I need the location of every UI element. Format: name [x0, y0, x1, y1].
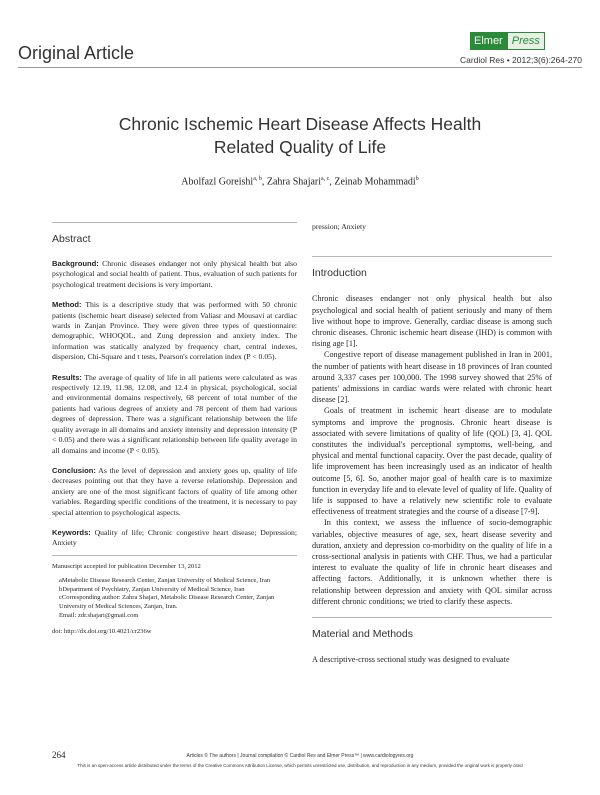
affiliation-a: aMetabolic Disease Research Center, Zanjan University of Medical Science, Iran — [59, 576, 271, 584]
author-1-affil: a, b — [253, 176, 262, 182]
manuscript-accepted: Manuscript accepted for publication December 13, 2012 — [52, 562, 201, 570]
method-label: Method: — [52, 300, 82, 310]
intro-paragraph-3: Goals of treatment in ischemic heart disease are to modulate symptoms and improve the prognosis. Chronic heart disease is associated with severe limitations of quality of life (QOL) [3, 4]. QOL constitutes the individual's perceptional symptoms, well-being, and physical and mental functional capacity. Over the past decade, quality of life improvement has been increasingly used as an indicator of health outcome [5, 6]. So, another major goal of health care is to maximize function in everyday life and to elevate level of quality of life. Quality of life is supposed to have a relatively new scientific role to evaluate effectiveness of treatment strategies and the course of a disease [7-9]. — [312, 406, 552, 517]
methods-heading: Material and Methods — [312, 628, 413, 641]
title-line-2: Related Quality of Life — [213, 137, 387, 157]
conclusion-label: Conclusion: — [52, 465, 96, 475]
footer-copyright: Articles © The authors | Journal compilation © Cardiol Res and Elmer Press™ | www.cardiologyres.org — [186, 753, 414, 759]
author-email[interactable]: Email: zdr.shajari@gmail.com — [59, 611, 139, 619]
left-column — [52, 222, 297, 636]
doi-link[interactable]: doi: http://dx.doi.org/10.4021/cr236w — [52, 627, 152, 635]
background-label: Background: — [52, 259, 99, 268]
abstract-keywords — [52, 528, 297, 549]
header-divider — [18, 67, 582, 68]
intro-paragraph-2: Congestive report of disease management published in Iran in 2001, the number of patients with heart disease in 18 provinces of Iran counted around 3,337 cases per 100,000. The 1998 survey showed that 25% of patients' admissions in cardiac wards were related with chronic heart disease [2]. — [312, 350, 552, 405]
conclusion-text: As the level of depression and anxiety goes up, quality of life decreases pointing out that they have a reverse relationship. Depression and anxiety are one of the most significant factors of quality of life among other variables. Regarding specific conditions of the treatment, it is necessary to pay special attention to psychological aspects. — [52, 465, 297, 517]
results-text: The average of quality of life in all patients were calculated as was respectively 12.19, 11.98, 12.08, and 12.4 in physical, psychological, social and environmental domains respectively, 68 percent of total number of the patients had various degrees of anxiety and 78 percent of them had various degrees of depression. There was a significant relationship between the life quality average in all domains and anxiety intensity and depression intensity (P < 0.05) and there was a significant relationship between life quality average in all domains and income (P < 0.05). — [52, 372, 297, 455]
keywords-continuation: pression; Anxiety — [312, 222, 367, 231]
intro-paragraph-4: In this context, we assess the influence of socio-demographic variables, objective measures of age, sex, heart disease severity and duration, anxiety and depression co-morbidity on the quality of life in a cross-sectional analysis in patients with CHF. Thus, we had a particular interest to evaluate the quality of life in chronic heart diseases and affecting factors. Additionally, it is unknown whether there is relationship between depression and anxiety with QOL similar across different chronic conditions; we tried to clarify these aspects. — [312, 518, 552, 606]
abstract-background — [52, 259, 297, 290]
author-2-affil: a, c — [321, 176, 330, 182]
abstract-conclusion — [52, 466, 297, 518]
page-number: 264 — [52, 750, 66, 760]
author-2: Zahra Shajari — [266, 176, 322, 188]
results-label: Results: — [52, 372, 82, 382]
section-label: Original Article — [18, 43, 135, 63]
author-3: Zeinab Mohammadi — [334, 176, 416, 188]
abstract-bottom-rule — [52, 555, 297, 556]
methods-top-rule — [312, 617, 552, 618]
abstract-heading: Abstract — [52, 233, 91, 245]
method-text: This is a descriptive study that was performed with 50 chronic patients (ischemic heart disease) selected from Valiasr and Mousavi at cardiac wards in Zanjan Province. They were given three types of questionnaire: demographic, WHOQOL, and Zung depression and anxiety index. The information was statically analyzed by frequency chart, central indexes, dispersion, Chi-Square and t tests, Pearson's correlation index (P < 0.05). — [52, 300, 297, 362]
intro-top-rule — [312, 256, 552, 257]
footer-license: This is an open-access article distributed under the terms of the Creative Commons Attribution License, which permits unrestricted use, distribution, and reproduction in any medium, provided the original work is properly cited — [77, 763, 523, 768]
author-3-affil: b — [415, 176, 419, 182]
intro-paragraph-1: Chronic diseases endanger not only physical health but also psychological and social health of patient seriously and many of them live without hope to improve. Generally, cardiac disease is among such chronic diseases. Chronic ischemic heart disease (IHD) is common with rising age [1]. — [312, 294, 552, 349]
author-list: Abolfazl Goreishi$^{a, b}$, Zahra Shajari$^{a, c}$, Zeinab Mohammadi$^b$ — [181, 176, 419, 188]
publisher-logo — [470, 32, 580, 50]
methods-paragraph-1: A descriptive-cross sectional study was designed to evaluate — [312, 655, 510, 665]
corresponding-author: cCorresponding author: Zahra Shajari, Metabolic Disease Research Center, Zanjan University of Medical Sciences, Zanjan, Iran. — [59, 594, 275, 611]
right-column — [312, 222, 552, 665]
abstract-method — [52, 300, 297, 362]
keywords-text: Quality of life; Chronic congestive heart disease; Depression; Anxiety — [52, 527, 298, 548]
background-text: Chronic diseases endanger not only physical health but also psychological and social health of patient. Thus, evaluation of such patients for psychological treatment decisions is very important. — [52, 259, 297, 289]
logo-left: Elmer — [470, 32, 507, 50]
abstract-top-rule — [52, 222, 297, 223]
introduction-heading: Introduction — [312, 267, 367, 280]
affiliation-b: bDepartment of Psychiatry, Zanjan University of Medical Science, Iran — [59, 585, 245, 593]
title-line-1: Chronic Ischemic Heart Disease Affects Health — [118, 114, 482, 134]
logo-right: Press — [507, 32, 545, 50]
abstract-results — [52, 373, 297, 456]
author-1: Abolfazl Goreishi — [181, 176, 254, 188]
keywords-label: Keywords: — [52, 527, 91, 537]
article-title — [40, 113, 560, 159]
journal-reference: Cardiol Res • 2012;3(6):264-270 — [459, 55, 582, 65]
